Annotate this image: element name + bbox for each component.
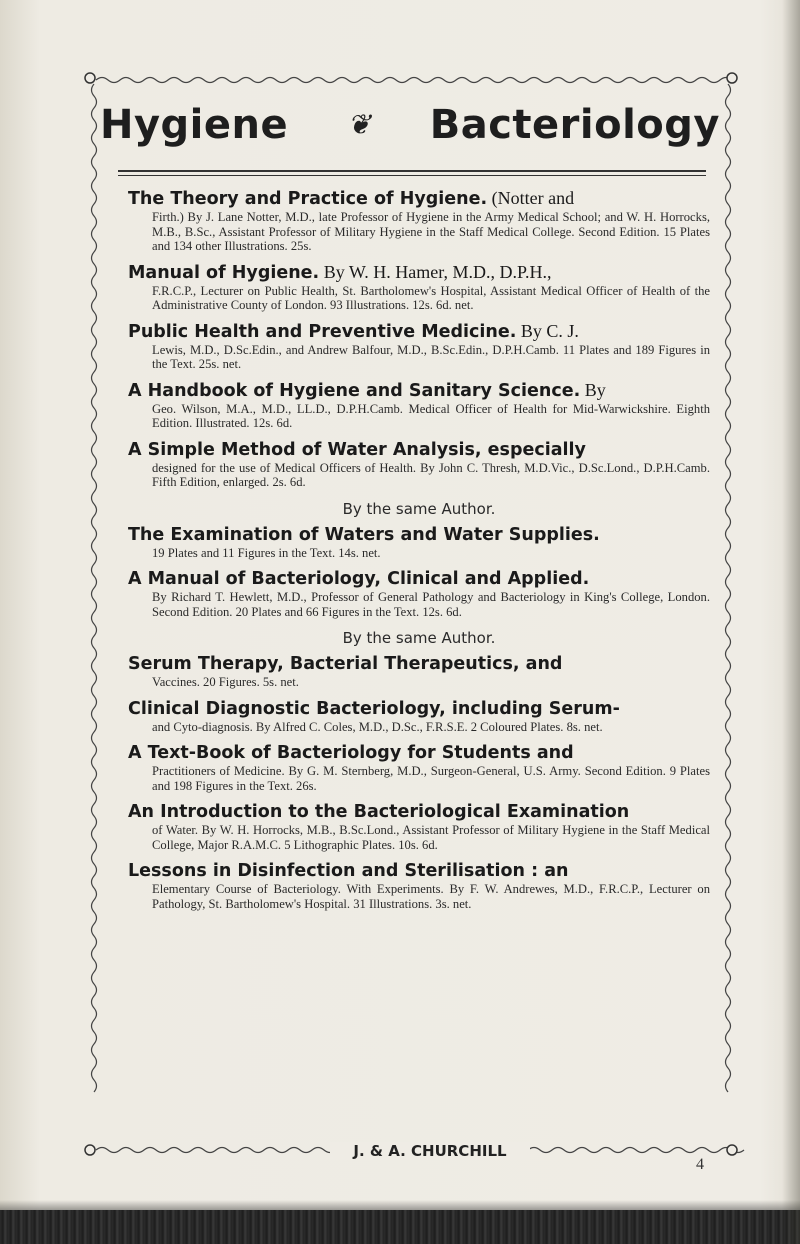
book-description: of Water. By W. H. Horrocks, M.B., B.Sc.Lond., Assistant Professor of Military Hygiene in the Staff Medical College, Major R.A.M.C. 5 Lithographic Plates. 10s. 6d. — [152, 823, 710, 852]
book-title: The Theory and Practice of Hygiene. (Notter and — [128, 188, 575, 209]
publisher-imprint: J. & A. CHURCHILL — [330, 1142, 530, 1160]
book-description: Elementary Course of Bacteriology. With Experiments. By F. W. Andrewes, M.D., F.R.C.P., Lecturer on Pathology, St. Bartholomew's Hospital. 31 Illustrations. 3s. net. — [152, 882, 710, 911]
book-entry — [128, 860, 710, 911]
book-entry — [128, 439, 710, 490]
book-title: Public Health and Preventive Medicine. By C. J. — [128, 320, 579, 342]
book-entry — [128, 653, 710, 690]
book-title: A Manual of Bacteriology, Clinical and Applied. — [128, 569, 590, 589]
book-edge — [0, 1210, 800, 1244]
header-rule-thin — [118, 175, 706, 176]
book-entry — [128, 380, 710, 431]
header-rule-thick — [118, 170, 706, 172]
spine-shadow — [782, 0, 800, 1244]
book-entry — [128, 262, 710, 313]
book-title: A Handbook of Hygiene and Sanitary Science. By — [128, 379, 606, 401]
book-title: Clinical Diagnostic Bacteriology, including Serum- — [128, 698, 620, 719]
book-description: Vaccines. 20 Figures. 5s. net. — [152, 675, 299, 689]
book-title: A Text-Book of Bacteriology for Students and — [128, 743, 574, 763]
book-entry — [128, 801, 710, 852]
book-entry — [128, 742, 710, 793]
book-description: F.R.C.P., Lecturer on Public Health, St. Bartholomew's Hospital, Assistant Medical Officer of Health of the Administrative County of London. 93 Illustrations. 12s. 6d. net. — [152, 283, 710, 312]
book-entry — [128, 524, 710, 561]
header-bacteriology: Bacteriology — [429, 102, 720, 148]
header-hygiene: Hygiene — [100, 102, 289, 148]
book-title: An Introduction to the Bacteriological Examination — [128, 802, 630, 822]
book-description: Firth.) By J. Lane Notter, M.D., late Professor of Hygiene in the Army Medical School; and W. H. Horrocks, M.B., B.Sc., Assistant Professor of Military Hygiene in the Staff Medical College. Second Edition. 15 Plates and 134 other Illustrations. 25s. — [152, 210, 710, 253]
book-description: By Richard T. Hewlett, M.D., Professor of General Pathology and Bacteriology in King's College, London. Second Edition. 20 Plates and 66 Figures in the Text. 12s. 6d. — [152, 590, 710, 619]
page-number: 4 — [696, 1156, 704, 1173]
book-description: 19 Plates and 11 Figures in the Text. 14s. net. — [152, 545, 381, 560]
book-title: Serum Therapy, Bacterial Therapeutics, and — [128, 654, 563, 674]
by-same-author: By the same Author. — [342, 629, 496, 647]
book-entry — [128, 568, 710, 619]
leaf-ornament-icon: ❦ — [347, 110, 371, 141]
book-description: Lewis, M.D., D.Sc.Edin., and Andrew Balfour, M.D., B.Sc.Edin., D.P.H.Camb. 11 Plates and 189 Figures in the Text. 25s. net. — [152, 342, 710, 371]
book-title: A Simple Method of Water Analysis, especially — [128, 439, 586, 460]
book-entry — [128, 321, 710, 372]
book-entry — [128, 698, 710, 735]
book-entry — [128, 188, 710, 254]
book-description: designed for the use of Medical Officers of Health. By John C. Thresh, M.D.Vic., D.Sc.Lond., D.P.H.Camb. Fifth Edition, enlarged. 2s. 6d. — [152, 460, 710, 489]
book-title: Manual of Hygiene. By W. H. Hamer, M.D., D.P.H., — [128, 261, 552, 283]
book-description: and Cyto-diagnosis. By Alfred C. Coles, M.D., D.Sc., F.R.S.E. 2 Coloured Plates. 8s. net. — [152, 719, 603, 734]
page-header — [100, 95, 720, 155]
book-title: Lessons in Disinfection and Sterilisation : an — [128, 861, 569, 881]
book-title: The Examination of Waters and Water Supplies. — [128, 524, 600, 545]
book-description: Practitioners of Medicine. By G. M. Sternberg, M.D., Surgeon-General, U.S. Army. Second Edition. 9 Plates and 198 Figures in the Text. 26s. — [152, 764, 710, 793]
by-same-author: By the same Author. — [342, 499, 496, 518]
book-list — [128, 188, 710, 919]
book-description: Geo. Wilson, M.A., M.D., LL.D., D.P.H.Camb. Medical Officer of Health for Mid-Warwickshire. Eighth Edition. Illustrated. 12s. 6d. — [152, 401, 710, 430]
